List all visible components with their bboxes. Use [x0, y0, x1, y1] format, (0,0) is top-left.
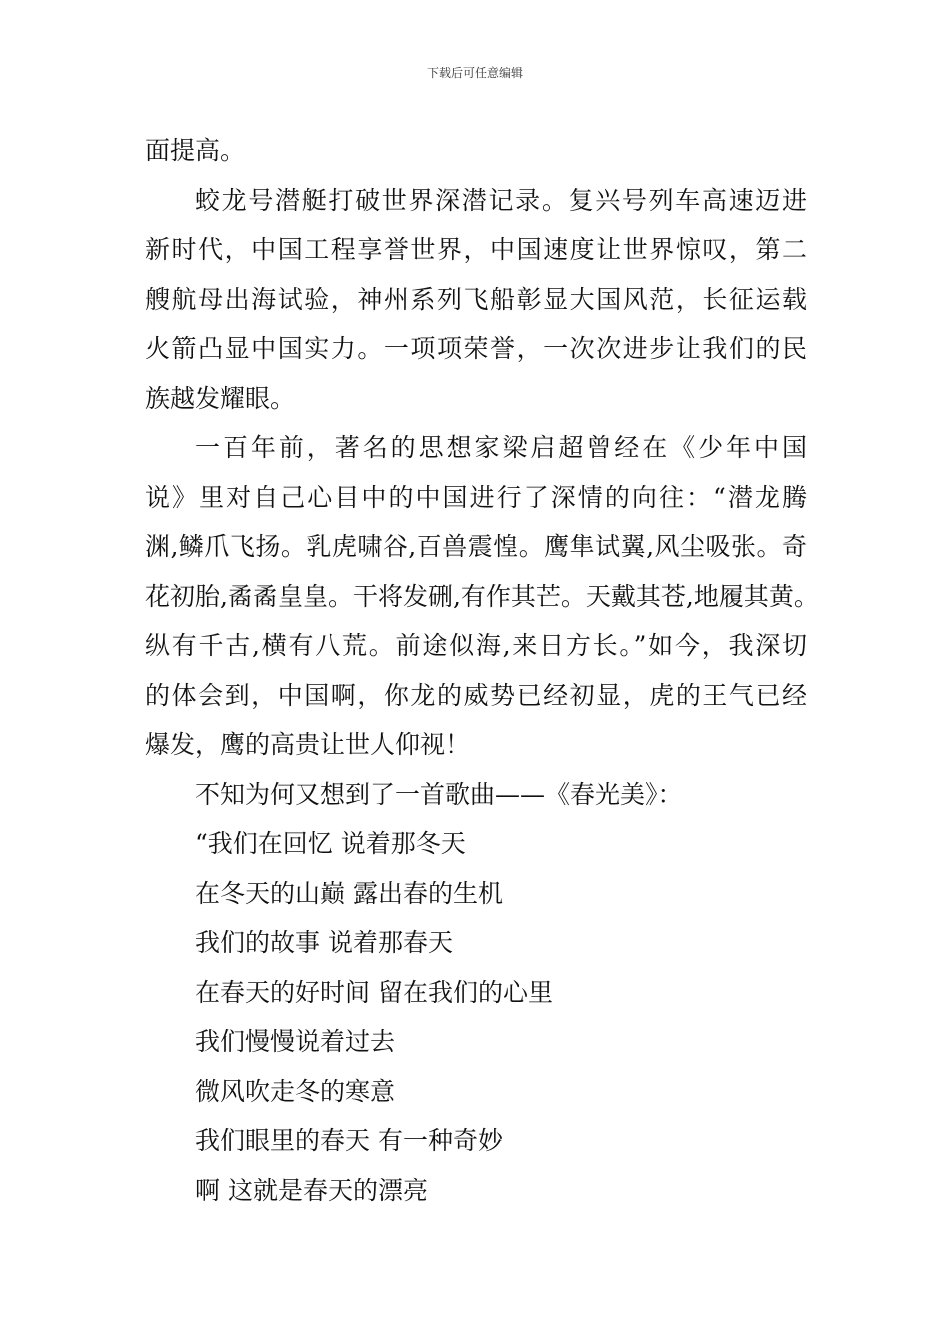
page-header: 下载后可任意编辑 [426, 66, 523, 80]
text-line: 花初胎,矞矞皇皇。干将发硎,有作其芒。天戴其苍,地履其黄。 [145, 581, 819, 611]
text-line: 爆发，鹰的高贵让世人仰视！ [145, 730, 471, 759]
text-line: 火箭凸显中国实力。一项项荣誉，一次次进步让我们的民 [145, 334, 807, 363]
lyric-line: 在冬天的山巅 露出春的生机 [195, 878, 503, 908]
lyric-line: 在春天的好时间 留在我们的心里 [195, 977, 553, 1007]
text-line: 蛟龙号潜艇打破世界深潜记录。复兴号列车高速迈进 [195, 185, 807, 215]
song-lyrics [145, 819, 807, 1215]
text-line: 纵有千古,横有八荒。前途似海,来日方长。”如今，我深切 [145, 631, 807, 660]
text-line: 艘航母出海试验，神州系列飞船彰显大国风范，长征运载 [145, 284, 807, 314]
text-line: 渊,鳞爪飞扬。乳虎啸谷,百兽震惶。鹰隼试翼,风尘吸张。奇 [145, 532, 807, 561]
text-line: 一百年前，著名的思想家梁启超曾经在《少年中国 [195, 433, 807, 462]
lyric-line: “我们在回忆 说着那冬天 [195, 829, 466, 858]
lyric-line: 我们慢慢说着过去 [195, 1027, 396, 1056]
lyric-line: 我们的故事 说着那春天 [195, 928, 453, 957]
lyric-line: 微风吹走冬的寒意 [195, 1076, 396, 1106]
text-line: 面提高。 [145, 136, 246, 165]
text-line: 不知为何又想到了一首歌曲——《春光美》： [195, 779, 683, 809]
paragraph-continuation [145, 126, 807, 176]
paragraph-liang-qichao [145, 423, 819, 770]
lyric-line: 我们眼里的春天 有一种奇妙 [195, 1126, 503, 1155]
text-line: 新时代，中国工程享誉世界，中国速度让世界惊叹，第二 [145, 235, 807, 264]
lyric-line: 啊 这就是春天的漂亮 [195, 1175, 428, 1205]
paragraph-song-intro [145, 770, 807, 820]
text-line: 说》里对自己心目中的中国进行了深情的向往：“潜龙腾 [145, 482, 807, 512]
paragraph-achievements [145, 176, 807, 424]
document-body [145, 126, 819, 1215]
text-line: 的体会到，中国啊，你龙的威势已经初显，虎的王气已经 [145, 680, 807, 710]
text-line: 族越发耀眼。 [145, 383, 296, 413]
